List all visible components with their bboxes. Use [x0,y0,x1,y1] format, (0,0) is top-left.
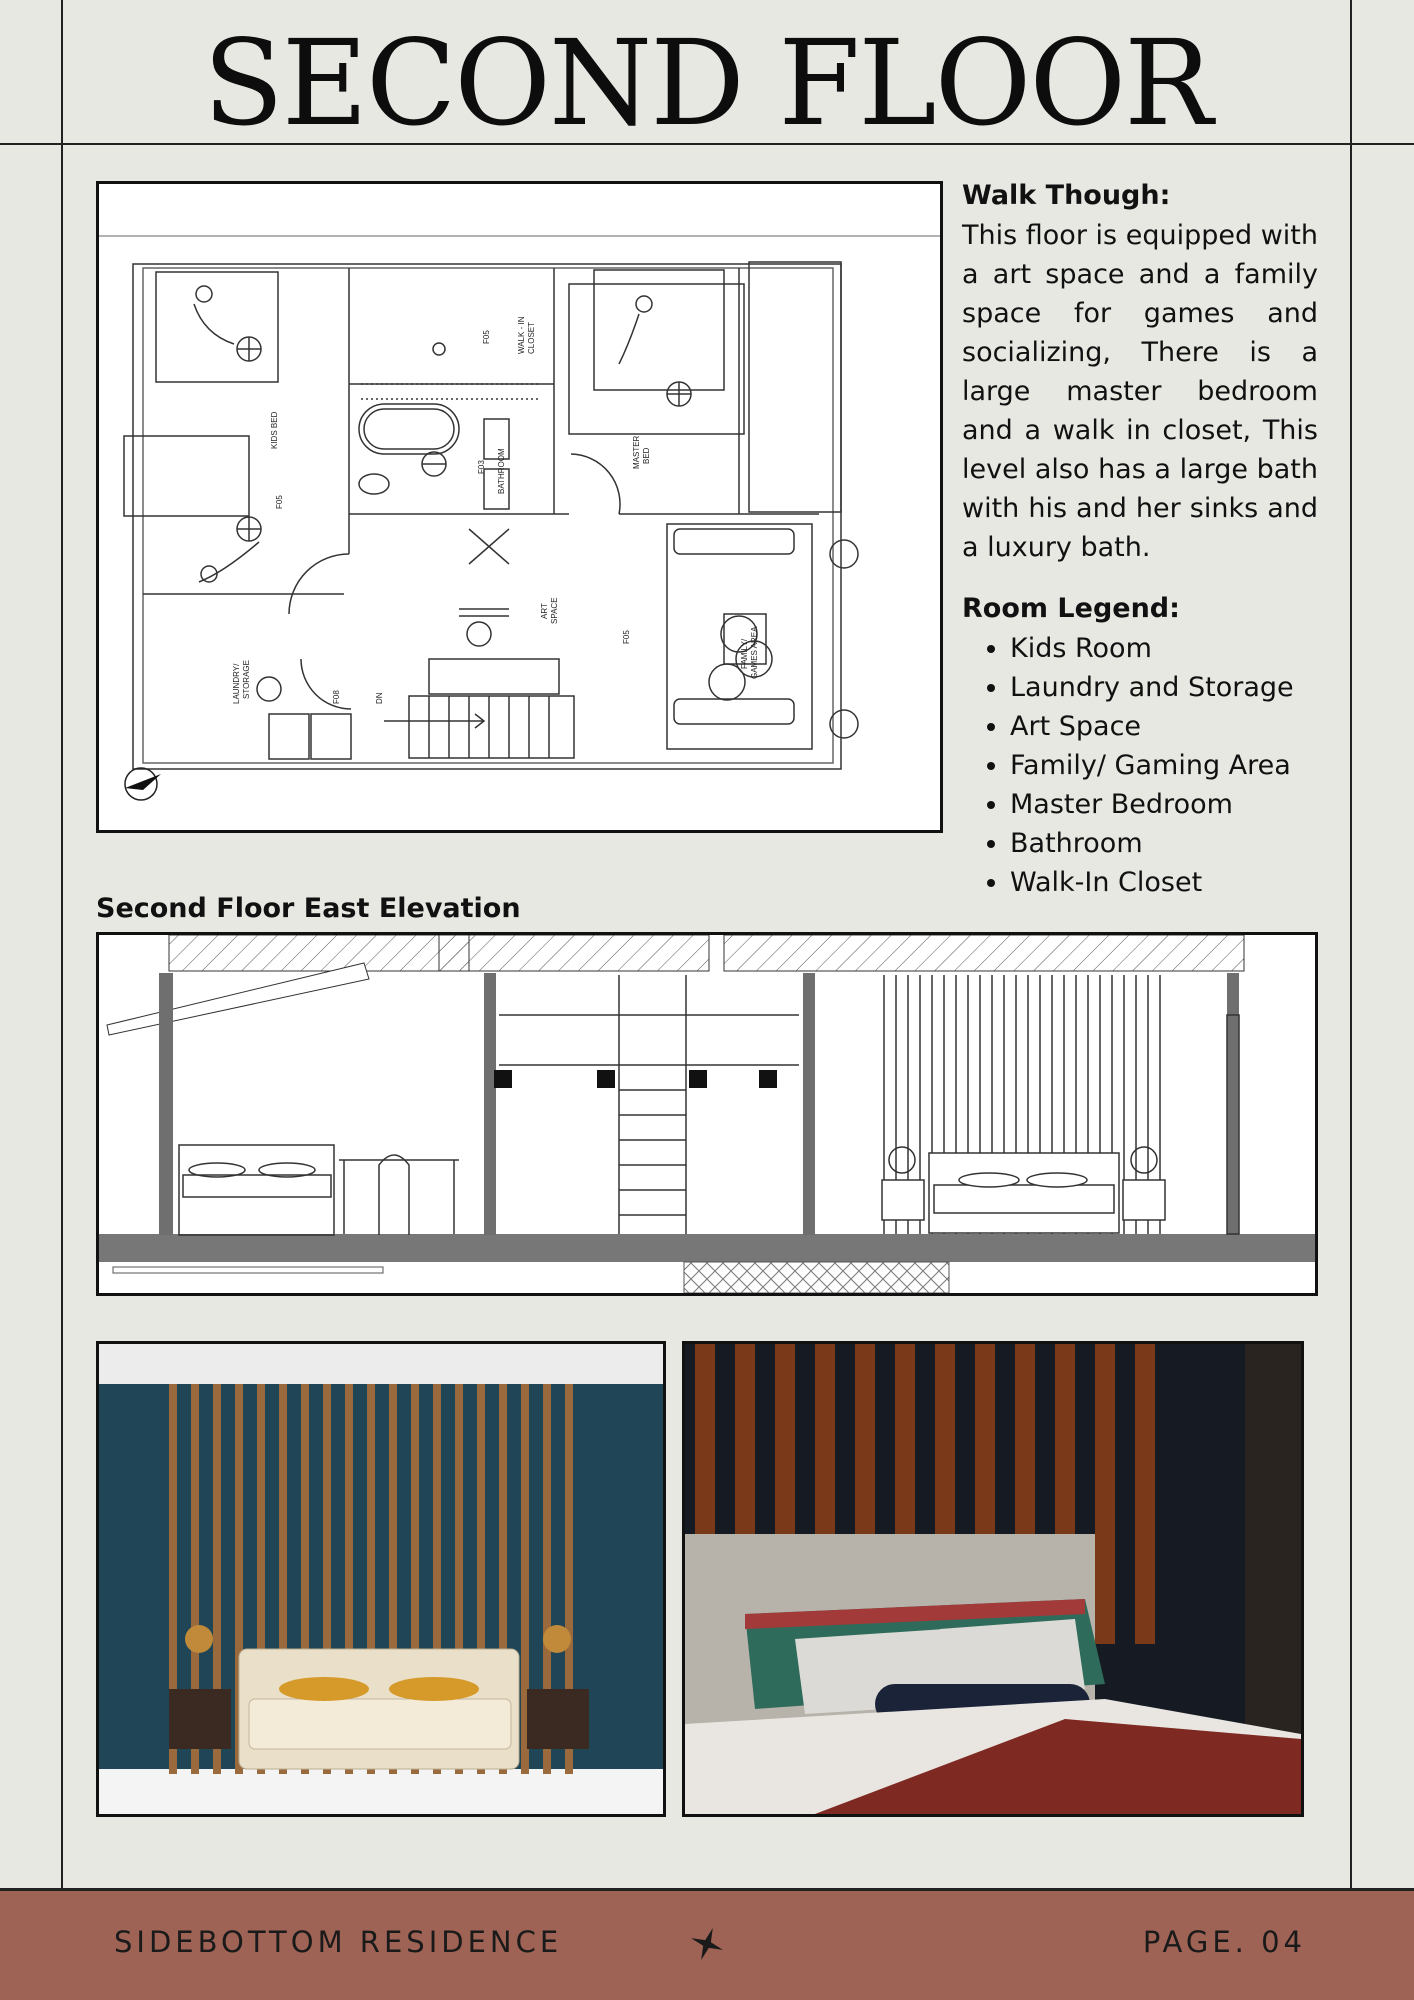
render-perspective-image [685,1344,1301,1814]
legend-item: • Family/ Gaming Area [1010,746,1318,785]
east-elevation [96,932,1318,1296]
tag-f03: F03 [477,460,486,474]
legend-item: • Master Bedroom [1010,785,1318,824]
bedroom-render-elevation [96,1341,666,1817]
star-icon [690,1927,724,1961]
elevation-title: Second Floor East Elevation [96,893,521,924]
legend-item: • Laundry and Storage [1010,668,1318,707]
label-art: ART [540,603,549,619]
tag-f05-a: F05 [275,495,284,509]
tag-f05-c: F05 [622,630,631,644]
room-legend-list [962,629,1318,902]
label-bed: BED [642,447,651,464]
legend-item: • Kids Room [1010,629,1318,668]
legend-item: • Art Space [1010,707,1318,746]
walk-through-heading: Walk Though: [962,180,1171,211]
elevation-drawing [99,935,1315,1293]
render-elevation-image [99,1344,663,1814]
footer-residence: SIDEBOTTOM RESIDENCE [114,1925,563,1959]
footer-page-number: PAGE. 04 [1142,1925,1306,1959]
left-border-line [61,0,63,1890]
label-walk-in: WALK - IN [517,316,526,354]
footer [0,1888,1414,2000]
tag-f05-b: F05 [482,330,491,344]
label-family: FAMILY/ [740,638,749,669]
label-dn: DN [375,692,384,704]
room-legend-heading: Room Legend: [962,593,1180,624]
right-border-line [1350,0,1352,1890]
label-storage: STORAGE [242,660,251,699]
floor-plan [96,181,943,833]
label-games-area: GAMES AREA [750,626,759,679]
label-kids-bed: KIDS BED [270,411,279,449]
walk-through-panel [962,176,1318,902]
page-title: SECOND FLOOR [203,14,1211,152]
walk-through-text: This floor is equipped with a art space and a family space for games and socializing, There is a large master bedroom and a walk in closet, This level also has a large bath with his and her sinks and a luxury bath. [962,220,1318,563]
floor-plan-drawing [99,184,940,830]
label-space: SPACE [550,597,559,624]
bedroom-render-perspective [682,1341,1304,1817]
legend-item: • Bathroom [1010,824,1318,863]
label-laundry: LAUNDRY/ [232,663,241,704]
label-master: MASTER [632,435,641,469]
legend-item: • Walk-In Closet [1010,863,1318,902]
tag-f08: F08 [332,690,341,704]
compass-icon [125,768,161,800]
label-bathroom: BATHROOM [497,448,506,494]
label-closet: CLOSET [527,321,536,354]
